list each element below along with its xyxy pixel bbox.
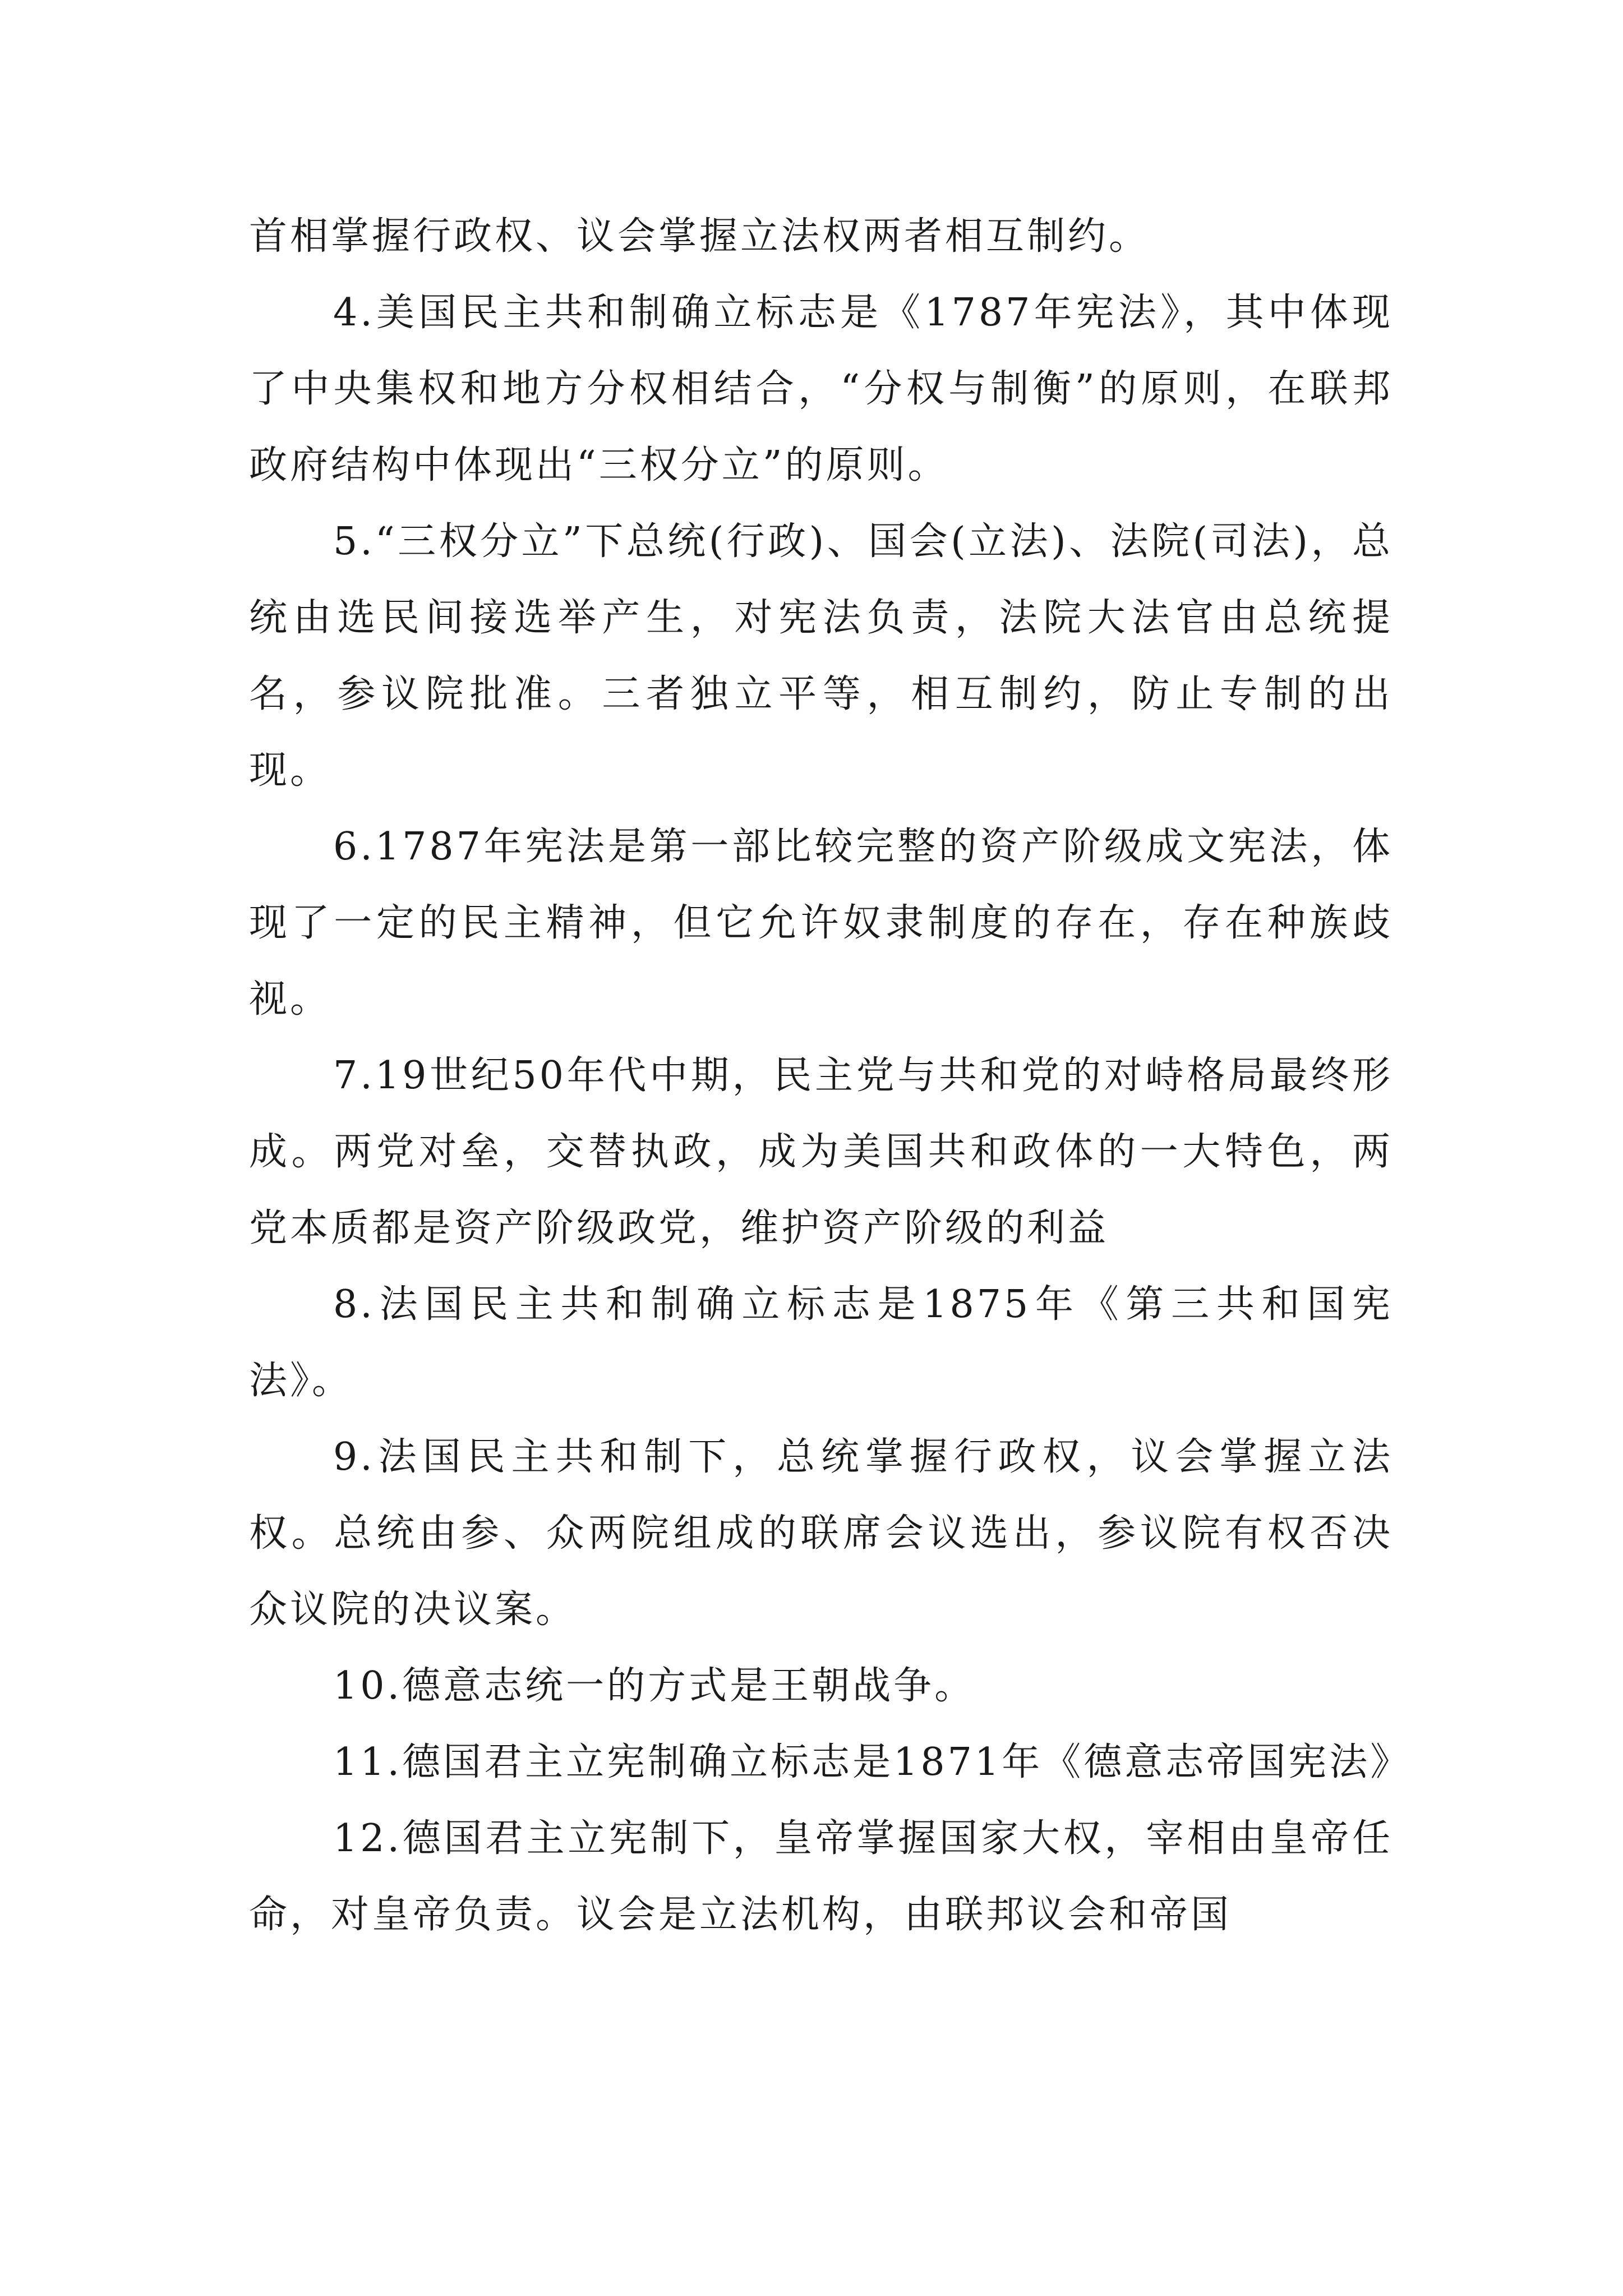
paragraph: 5.“三权分立”下总统(行政)、国会(立法)、法院(司法)，总统由选民间接选举产生，对宪法负责，法院大法官由总统提名，参议院批准。三者独立平等，相互制约，防止专制的出现。 <box>249 519 1393 793</box>
paragraph: 11.德国君主立宪制确立标志是1871年《德意志帝国宪法》 <box>333 1740 1412 1784</box>
paragraph: 12.德国君主立宪制下，皇帝掌握国家大权，宰相由皇帝任命，对皇帝负责。议会是立法机构，由联邦议会和帝国 <box>249 1816 1393 1937</box>
paragraph: 首相掌握行政权、议会掌握立法权两者相互制约。 <box>249 214 1150 259</box>
paragraph: 4.美国民主共和制确立标志是《1787年宪法》，其中体现了中央集权和地方分权相结合，“分权与制衡”的原则，在联邦政府结构中体现出“三权分立”的原则。 <box>249 291 1393 487</box>
paragraph: 6.1787年宪法是第一部比较完整的资产阶级成文宪法，体现了一定的民主精神，但它允许奴隶制度的存在，存在种族歧视。 <box>249 825 1393 1022</box>
paragraph: 10.德意志统一的方式是王朝战争。 <box>333 1664 976 1708</box>
paragraph: 9.法国民主共和制下，总统掌握行政权，议会掌握立法权。总统由参、众两院组成的联席会议选出，参议院有权否决众议院的决议案。 <box>249 1435 1393 1632</box>
paragraph: 8.法国民主共和制确立标志是1875年《第三共和国宪法》。 <box>249 1282 1393 1403</box>
document-body <box>249 199 1412 1953</box>
paragraph: 7.19世纪50年代中期，民主党与共和党的对峙格局最终形成。两党对垒，交替执政，成为美国共和政体的一大特色，两党本质都是资产阶级政党，维护资产阶级的利益 <box>249 1053 1393 1250</box>
